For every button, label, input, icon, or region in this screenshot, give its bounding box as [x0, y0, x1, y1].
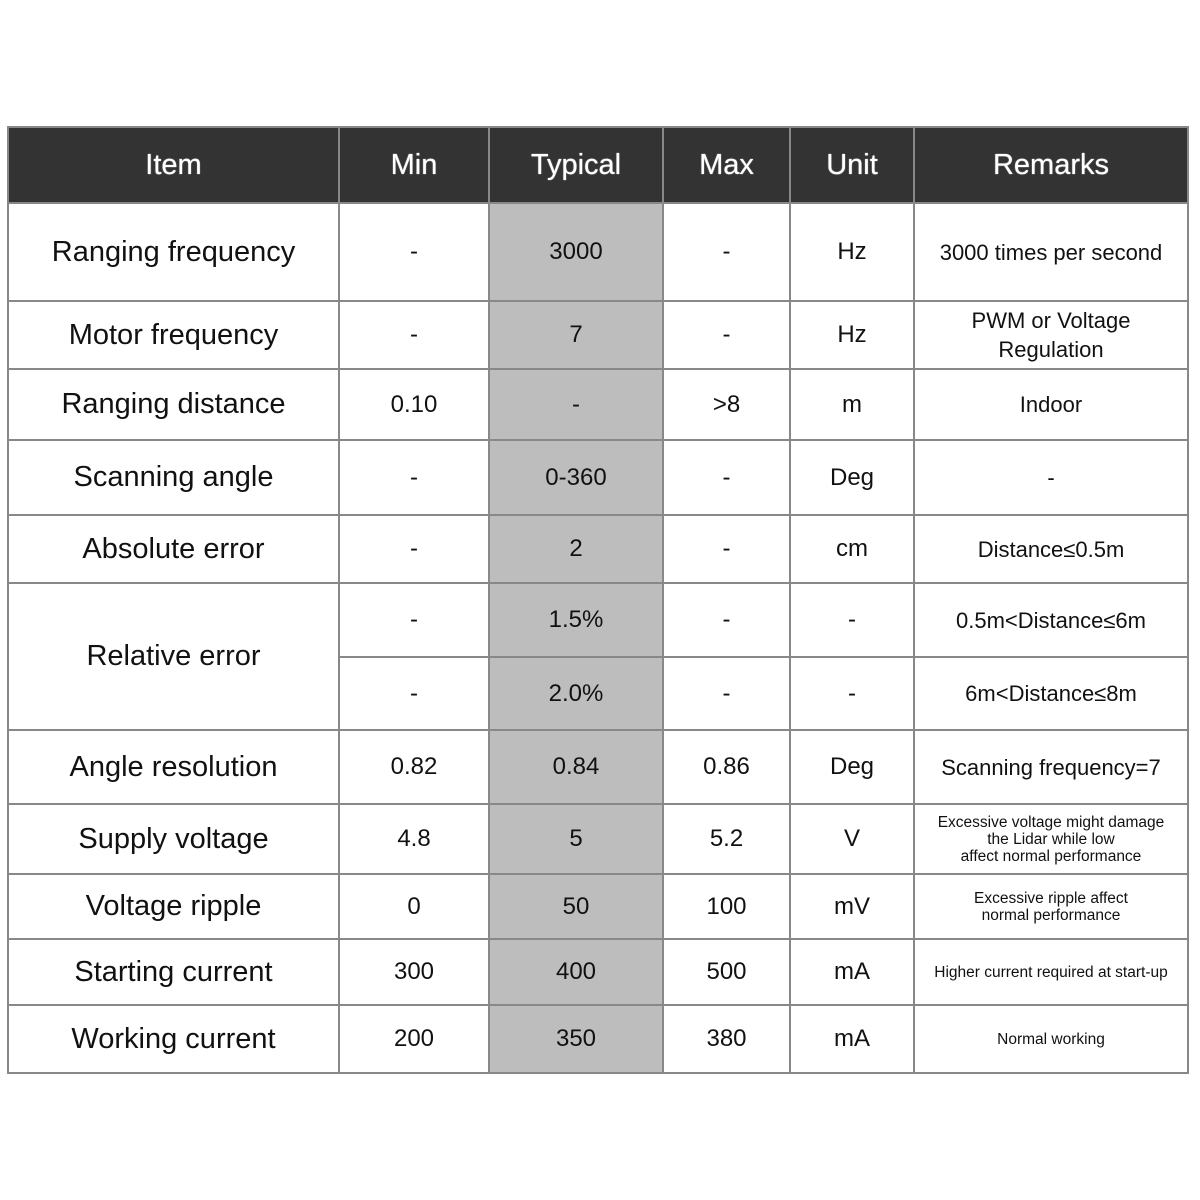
- cell-unit: -: [790, 657, 914, 730]
- cell-typical: 3000: [489, 203, 663, 301]
- cell-max: -: [663, 515, 790, 583]
- cell-max: 5.2: [663, 804, 790, 874]
- cell-typical: 0.84: [489, 730, 663, 804]
- cell-min: 200: [339, 1005, 489, 1073]
- table-row: [8, 730, 1188, 804]
- cell-min: 0.82: [339, 730, 489, 804]
- header-typical: Typical: [489, 127, 663, 203]
- cell-max: 380: [663, 1005, 790, 1073]
- cell-typical: 7: [489, 301, 663, 369]
- table-row: [8, 301, 1188, 369]
- cell-unit: Hz: [790, 203, 914, 301]
- cell-remarks: -: [914, 440, 1188, 515]
- cell-remarks: Indoor: [914, 369, 1188, 440]
- cell-item: Ranging frequency: [8, 203, 339, 301]
- cell-remarks: PWM or Voltage Regulation: [914, 301, 1188, 369]
- cell-typical: 350: [489, 1005, 663, 1073]
- cell-unit: m: [790, 369, 914, 440]
- cell-item: Scanning angle: [8, 440, 339, 515]
- table-row: [8, 874, 1188, 939]
- cell-item: Ranging distance: [8, 369, 339, 440]
- cell-min: 300: [339, 939, 489, 1005]
- table-row: [8, 515, 1188, 583]
- cell-min: -: [339, 515, 489, 583]
- cell-remarks: Higher current required at start-up: [914, 939, 1188, 1005]
- cell-remarks: 0.5m<Distance≤6m: [914, 583, 1188, 657]
- cell-item: Relative error: [8, 583, 339, 730]
- cell-max: 100: [663, 874, 790, 939]
- cell-item: Absolute error: [8, 515, 339, 583]
- cell-typical: 50: [489, 874, 663, 939]
- cell-max: -: [663, 301, 790, 369]
- table-row: [8, 1005, 1188, 1073]
- cell-item: Supply voltage: [8, 804, 339, 874]
- cell-min: 4.8: [339, 804, 489, 874]
- spec-table: [7, 126, 1189, 1074]
- cell-max: >8: [663, 369, 790, 440]
- cell-unit: Deg: [790, 440, 914, 515]
- table-row: [8, 804, 1188, 874]
- cell-remarks: Excessive ripple affect normal performance: [914, 874, 1188, 939]
- cell-min: 0.10: [339, 369, 489, 440]
- cell-remarks: 6m<Distance≤8m: [914, 657, 1188, 730]
- cell-remarks: 3000 times per second: [914, 203, 1188, 301]
- cell-unit: Hz: [790, 301, 914, 369]
- cell-min: -: [339, 657, 489, 730]
- cell-remarks: Distance≤0.5m: [914, 515, 1188, 583]
- cell-typical: 0-360: [489, 440, 663, 515]
- table-row: [8, 939, 1188, 1005]
- cell-max: -: [663, 657, 790, 730]
- cell-max: 500: [663, 939, 790, 1005]
- cell-min: -: [339, 583, 489, 657]
- cell-item: Voltage ripple: [8, 874, 339, 939]
- cell-unit: Deg: [790, 730, 914, 804]
- cell-max: -: [663, 583, 790, 657]
- cell-typical: 2.0%: [489, 657, 663, 730]
- cell-min: -: [339, 440, 489, 515]
- cell-typical: 2: [489, 515, 663, 583]
- cell-max: 0.86: [663, 730, 790, 804]
- cell-max: -: [663, 440, 790, 515]
- header-row: [8, 127, 1188, 203]
- header-item: Item: [8, 127, 339, 203]
- cell-typical: -: [489, 369, 663, 440]
- cell-item: Angle resolution: [8, 730, 339, 804]
- cell-remarks: Normal working: [914, 1005, 1188, 1073]
- cell-min: -: [339, 203, 489, 301]
- cell-typical: 400: [489, 939, 663, 1005]
- cell-min: -: [339, 301, 489, 369]
- header-unit: Unit: [790, 127, 914, 203]
- table-row: [8, 440, 1188, 515]
- cell-item: Working current: [8, 1005, 339, 1073]
- cell-unit: mA: [790, 939, 914, 1005]
- cell-item: Motor frequency: [8, 301, 339, 369]
- header-remarks: Remarks: [914, 127, 1188, 203]
- header-min: Min: [339, 127, 489, 203]
- cell-remarks: Scanning frequency=7: [914, 730, 1188, 804]
- cell-max: -: [663, 203, 790, 301]
- cell-unit: -: [790, 583, 914, 657]
- table-row: [8, 203, 1188, 301]
- cell-typical: 5: [489, 804, 663, 874]
- table-row: [8, 369, 1188, 440]
- cell-unit: cm: [790, 515, 914, 583]
- cell-min: 0: [339, 874, 489, 939]
- cell-item: Starting current: [8, 939, 339, 1005]
- cell-unit: mA: [790, 1005, 914, 1073]
- table-row: [8, 583, 1188, 657]
- cell-unit: mV: [790, 874, 914, 939]
- header-max: Max: [663, 127, 790, 203]
- cell-typical: 1.5%: [489, 583, 663, 657]
- cell-remarks: Excessive voltage might damage the Lidar while low affect normal performance: [914, 804, 1188, 874]
- cell-unit: V: [790, 804, 914, 874]
